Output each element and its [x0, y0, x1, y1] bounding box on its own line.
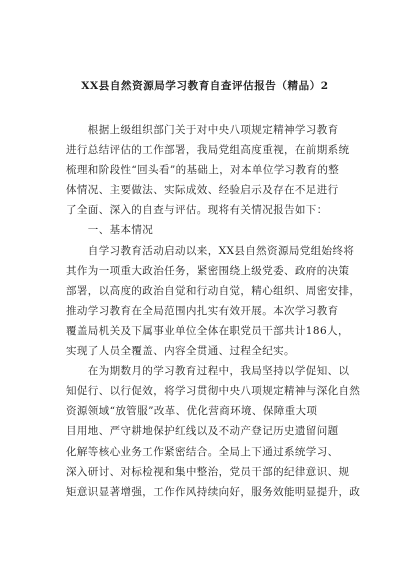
body-line: 资源领域“放管服”改革、优化营商环境、保障重大项 — [66, 405, 318, 418]
body-line: 梳理和阶段性“回头看”的基础上，对本单位学习教育的整 — [66, 164, 340, 177]
body-line: 体情况、主要做法、实际成效、经验启示及存在不足进行 — [66, 184, 339, 197]
body-line: 矩意识显著增强，工作作风持续向好，服务效能明显提升，政 — [66, 485, 361, 498]
body-line: 知促行、以行促效，将学习贯彻中央八项规定精神与深化自然 — [66, 385, 361, 398]
body-line: 推动学习教育在全局范围内扎实有效开展。本次学习教育 — [66, 304, 339, 317]
body-line: 自学习教育活动启动以来，XX县自然资源局党组始终将 — [66, 244, 355, 257]
body-line: 覆盖局机关及下属事业单位全体在职党员干部共计186人， — [66, 324, 349, 337]
body-line: 实现了人员全覆盖、内容全贯通、过程全纪实。 — [66, 345, 295, 358]
body-line: 了全面、深入的自查与评估。现将有关情况报告如下： — [66, 204, 328, 217]
body-line: 化解等核心业务工作紧密结合。全局上下通过系统学习、 — [66, 445, 339, 458]
body-line: 根据上级组织部门关于对中央八项规定精神学习教育 — [66, 124, 339, 136]
body-line: 进行总结评估的工作部署，我局党组高度重视，在前期系统 — [66, 144, 350, 157]
document-body — [66, 120, 361, 502]
body-line: 部署，以高度的政治自觉和行动自觉，精心组织、周密安排， — [66, 284, 361, 297]
body-line: 在为期数月的学习教育过程中，我局坚持以学促知、以 — [66, 365, 350, 378]
document-title: XX县自然资源局学习教育自查评估报告（精品）2 — [81, 80, 329, 92]
section-heading: 一、基本情况 — [66, 224, 154, 237]
body-line: 目用地、严守耕地保护红线以及不动产登记历史遗留问题 — [66, 425, 339, 438]
body-line: 深入研讨、对标检视和集中整治，党员干部的纪律意识、规 — [66, 465, 350, 478]
body-line: 其作为一项重大政治任务，紧密围绕上级党委、政府的决策 — [66, 264, 350, 277]
